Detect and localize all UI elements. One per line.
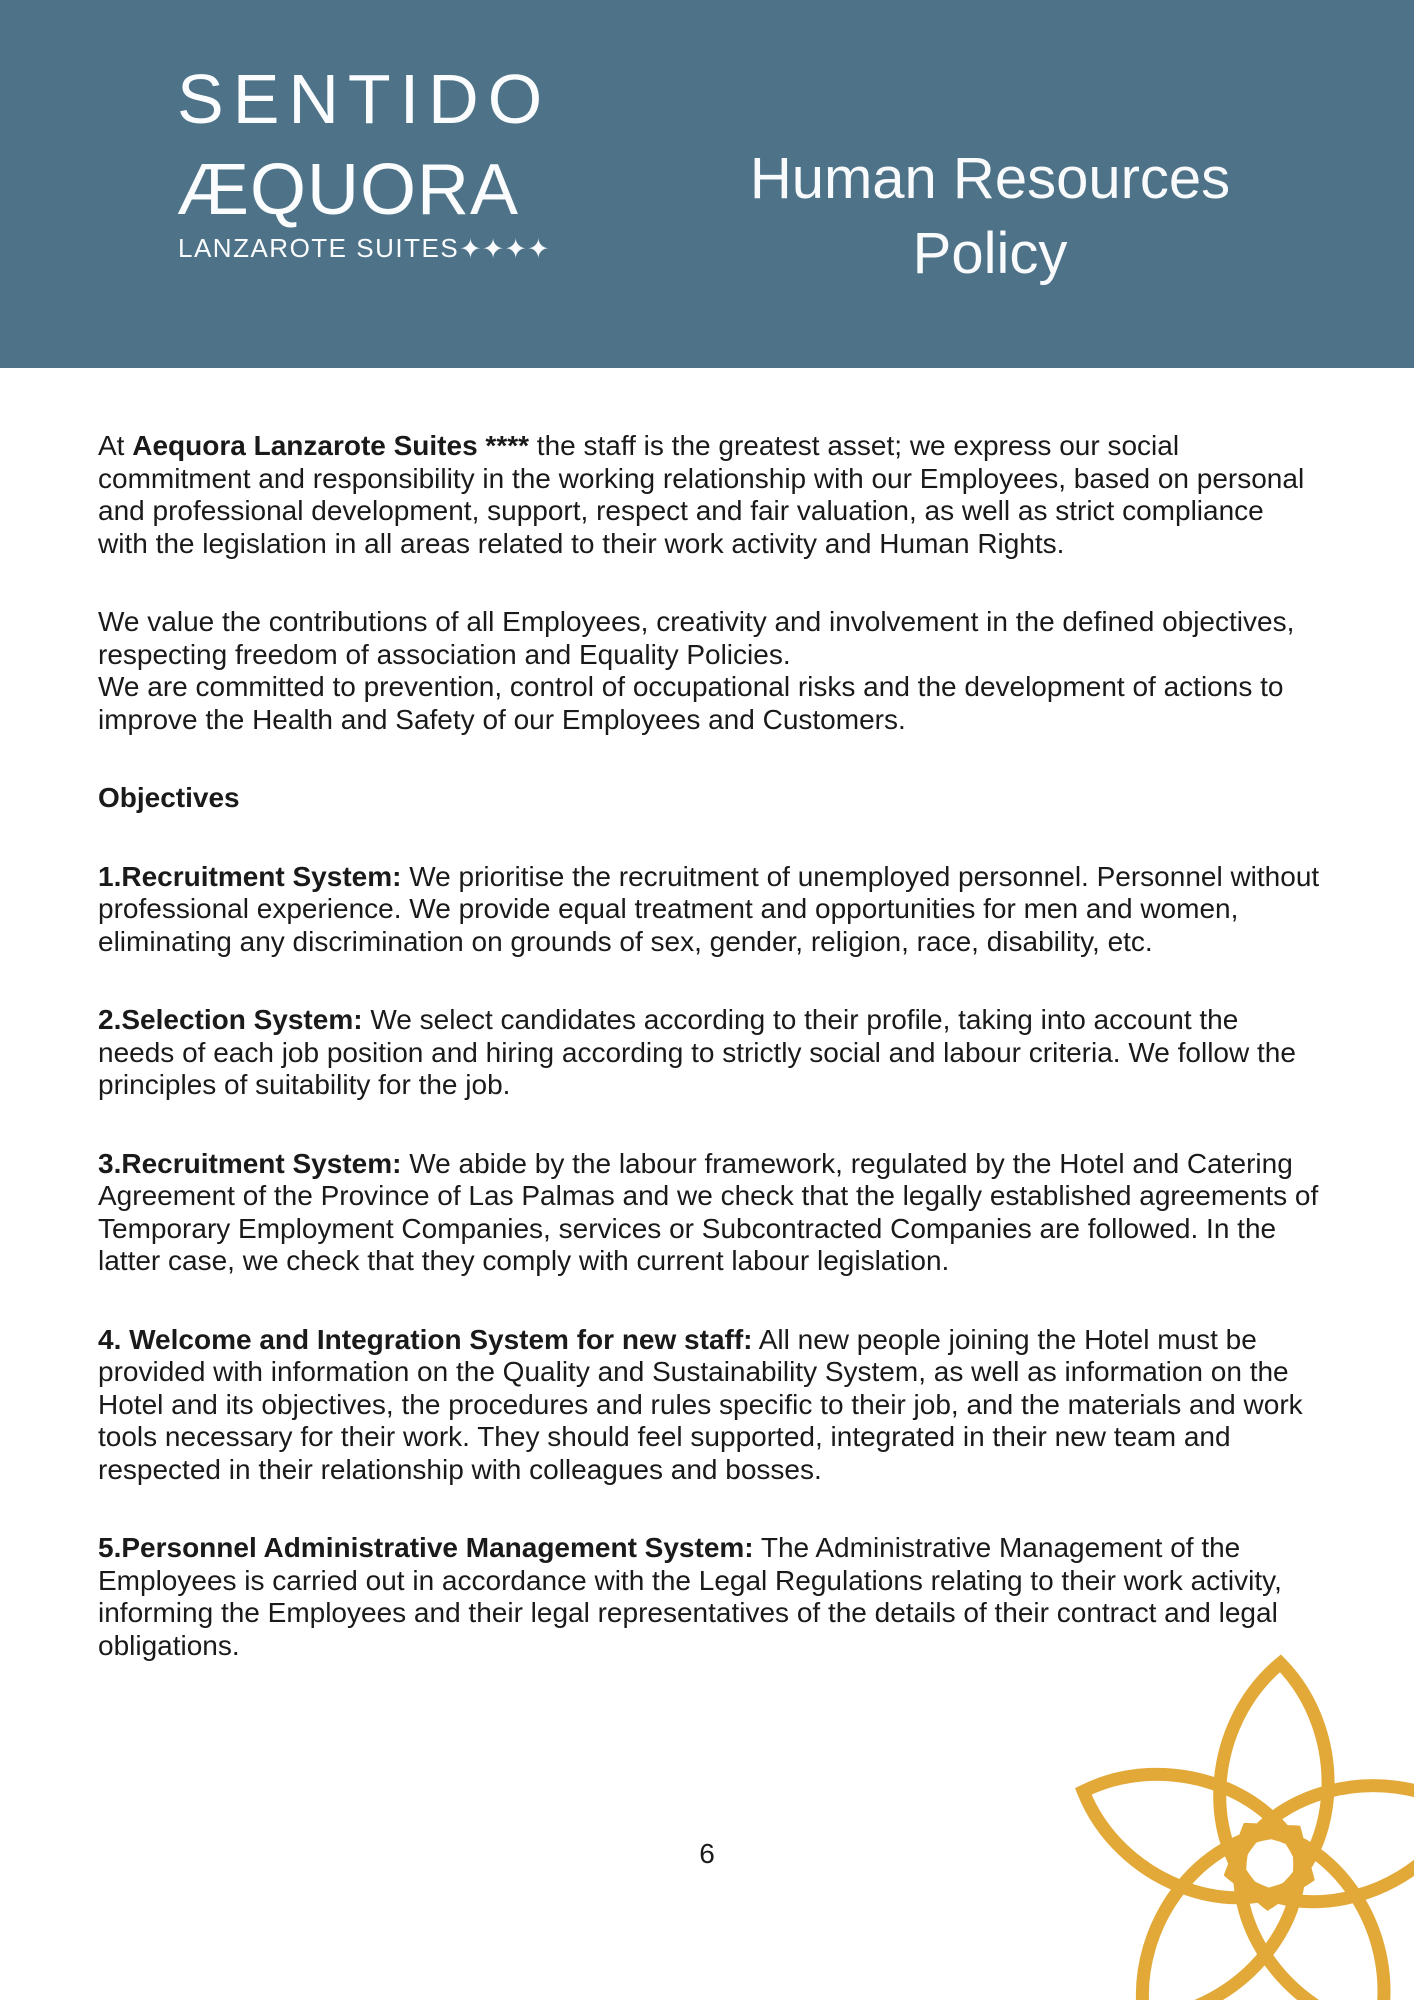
document-body [98,430,1320,1708]
objective-3-label: 3.Recruitment System: [98,1147,402,1179]
page-title-line2: Policy [912,221,1068,286]
page-title-line1: Human Resources [749,146,1231,211]
objective-1-text: We prioritise the recruitment of unemployed personnel. Personnel without professional experience. We provide equal treatment and opportunities for men and women, eliminating any discrimination on grounds of sex, gender, religion, race, disability, etc. [98,860,1320,957]
objective-item-1 [98,861,1320,959]
objective-4-text: All new people joining the Hotel must be provided with information on the Quality and Sustainability System, as well as information on the Hotel and its objectives, the procedures and rules specific to their job, and the materials and work tools necessary for their work. They should feel supported, integrated in their new team and respected in their relationship with colleagues and bosses. [98,1323,1303,1485]
objective-4-label: 4. Welcome and Integration System for new staff: [98,1323,753,1355]
objective-2-label: 2.Selection System: [98,1004,363,1035]
objective-item-4 [98,1324,1320,1487]
objective-2-text: We select candidates according to their profile, taking into account the needs of each job position and hiring according to strictly social and labour criteria. We follow the principles of suitability for the job. [98,1004,1296,1100]
intro-bold-hotel-name: Aequora Lanzarote Suites **** [132,430,530,461]
objective-item-3 [98,1148,1320,1278]
intro-prefix: At [98,430,133,461]
values-line2: We are committed to prevention, control of occupational risks and the development of actions to improve the Health and Safety of our Employees and Customers. [98,671,1284,735]
logo-hotel-name: ÆQUORA [177,150,520,230]
logo-subtitle [178,235,550,263]
logo-subtitle-text: LANZAROTE SUITES [178,233,460,263]
logo-brand-text: SENTIDO [177,60,552,138]
values-paragraph [98,606,1320,736]
objective-item-2 [98,1004,1320,1102]
page-title [580,141,1400,291]
page-number: 6 [699,1838,715,1869]
header-banner [0,0,1414,368]
objective-3-text: We abide by the labour framework, regulated by the Hotel and Catering Agreement of the Province of Las Palmas and we check that the legally established agreements of Temporary Employment Companies, services or Subcontracted Companies are followed. In the latter case, we check that they comply with current labour legislation. [98,1147,1319,1276]
objective-1-label: 1.Recruitment System: [98,860,402,892]
flower-petals [1064,1660,1414,2000]
values-line1: We value the contributions of all Employees, creativity and involvement in the defined objectives, respecting freedom of association and Equality Policies. [98,606,1295,670]
four-stars-icon: ✦✦✦✦ [459,234,550,264]
flower-petal-decoration-icon [990,1583,1414,2000]
intro-text: the staff is the greatest asset; we express our social commitment and responsibility in the working relationship with our Employees, based on personal and professional development, support, respect and fair valuation, as well as strict compliance with the legislation in all areas related to their work activity and Human Rights. [98,430,1305,559]
objectives-heading: Objectives [98,782,240,813]
objective-5-text: The Administrative Management of the Employees is carried out in accordance with the Legal Regulations relating to their work activity, informing the Employees and their legal representatives of the details of their contract and legal obligations. [98,1532,1282,1661]
intro-paragraph [98,430,1320,560]
objective-5-label: 5.Personnel Administrative Management System: [98,1532,754,1563]
